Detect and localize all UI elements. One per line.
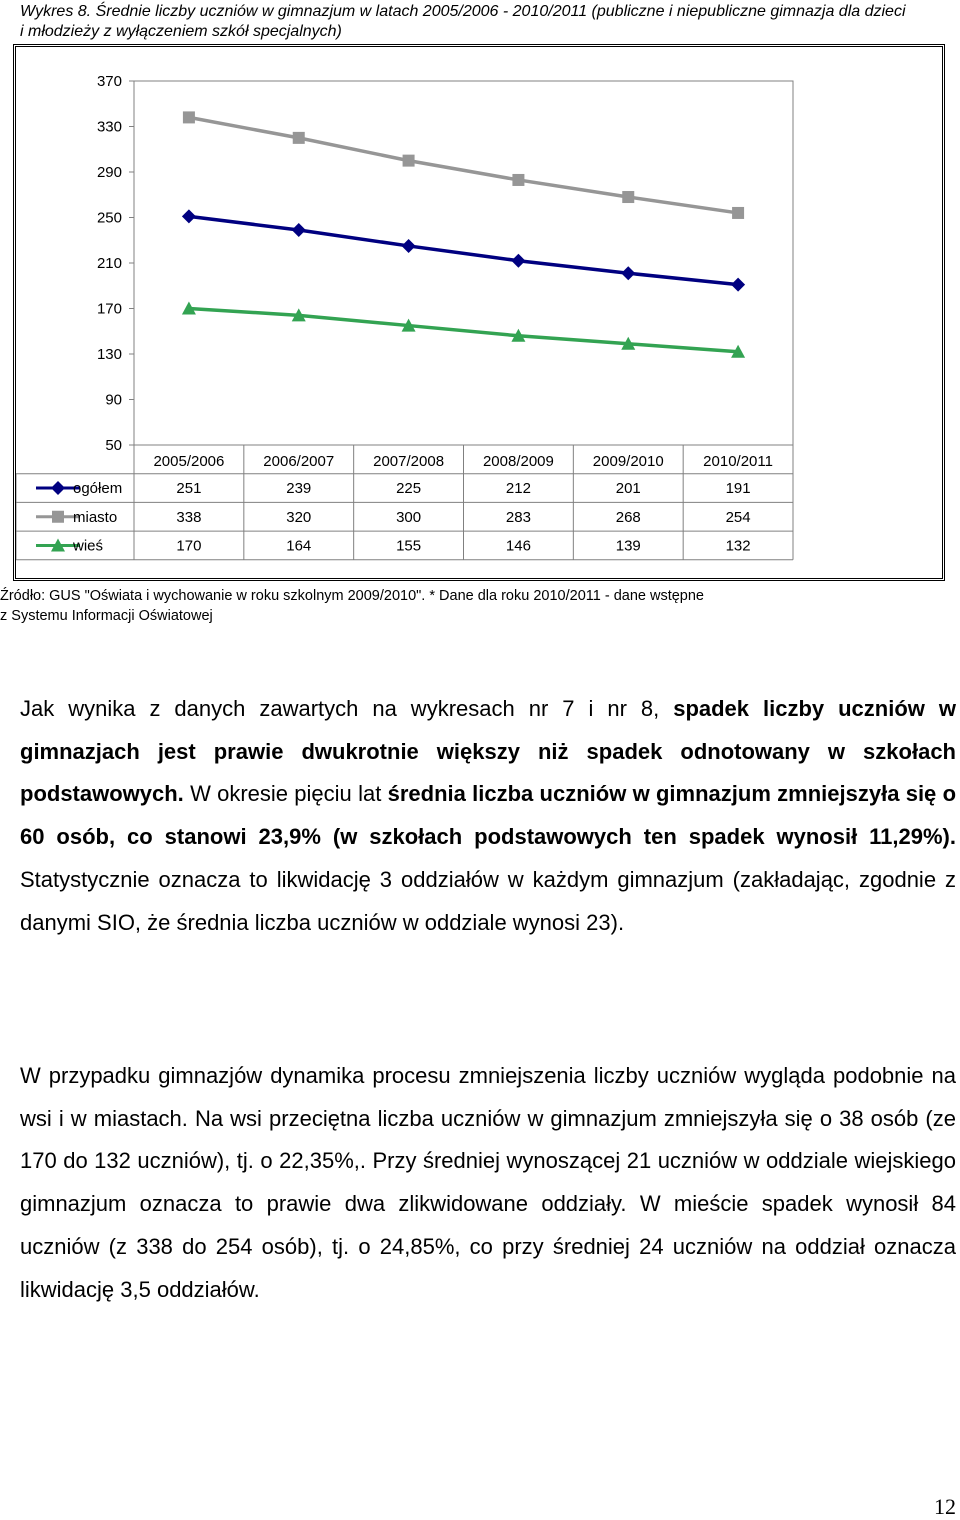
data-point <box>512 174 524 186</box>
paragraph-1-text-3: Statystycznie oznacza to likwidację 3 oddziałów w każdym gimnazjum (zakładając, zgodnie z danymi SIO, że średnia liczba uczniów w oddziale wynosi 23). <box>20 866 956 935</box>
data-table-value: 146 <box>505 537 531 555</box>
y-tick-label: 370 <box>96 73 122 90</box>
x-category-label: 2006/2007 <box>263 453 335 470</box>
y-tick-label: 50 <box>105 437 122 454</box>
source-note <box>0 586 860 626</box>
paragraph-1 <box>20 688 956 944</box>
source-line-2: z Systemu Informacji Oświatowej <box>0 608 213 624</box>
y-tick-label: 130 <box>96 346 122 363</box>
data-point <box>731 278 745 292</box>
data-point <box>511 254 525 268</box>
data-table-value: 155 <box>396 537 422 555</box>
paragraph-1-text-1: Jak wynika z danych zawartych na wykresach nr 7 i nr 8, <box>20 696 674 721</box>
data-point <box>622 191 634 203</box>
source-line-1: Źródło: GUS "Oświata i wychowanie w roku szkolnym 2009/2010". * Dane dla roku 2010/2011 - dane wstępne <box>0 588 704 604</box>
data-table-value: 170 <box>176 537 202 555</box>
x-category-label: 2009/2010 <box>592 453 664 470</box>
data-point <box>293 132 305 144</box>
data-table-value: 254 <box>725 508 751 526</box>
series-line <box>189 309 738 352</box>
caption-line-2: i młodzieży z wyłączeniem szkół specjalnych) <box>20 23 342 40</box>
legend-label: ogółem <box>73 480 123 498</box>
legend-key-marker <box>52 511 64 523</box>
data-point <box>182 209 196 223</box>
line-chart <box>16 47 942 578</box>
plot-area <box>134 81 793 445</box>
data-table-value: 139 <box>615 537 641 555</box>
paragraph-2: W przypadku gimnazjów dynamika procesu zmniejszenia liczby uczniów wygląda podobnie na wsi i w miastach. Na wsi przeciętna liczba uczniów w gimnazjum zmniejszyła się o 38 osób (ze 170 do 132 uczniów), tj. o 22,35%,. Przy średniej wynoszącej 21 uczniów w oddziale wiejskiego gimnazjum oznacza to prawie dwa zlikwidowane oddziały. W mieście spadek wynosił 84 uczniów (z 338 do 254 osób), tj. o 24,85%, co przy średniej 24 uczniów na oddział oznacza likwidację 3,5 oddziałów. <box>20 1063 956 1302</box>
caption-line-1: Wykres 8. Średnie liczby uczniów w gimnazjum w latach 2005/2006 - 2010/2011 (publiczne i niepubliczne gimnazja dla dzieci <box>20 3 906 20</box>
y-tick-label: 170 <box>96 300 122 318</box>
x-category-label: 2008/2009 <box>482 453 554 470</box>
data-point <box>732 207 744 219</box>
series-line <box>189 216 738 284</box>
data-point <box>183 111 195 123</box>
chart-caption <box>20 2 960 42</box>
series-line <box>189 117 738 213</box>
data-point <box>292 223 306 237</box>
paragraph-1-text-2: W okresie pięciu lat <box>183 781 388 807</box>
data-table-value: 201 <box>615 480 641 498</box>
y-tick-label: 210 <box>96 255 122 272</box>
y-tick-label: 250 <box>96 209 122 227</box>
legend-key-marker <box>51 481 65 495</box>
x-category-label: 2010/2011 <box>703 453 773 470</box>
x-category-label: 2005/2006 <box>153 453 225 470</box>
paragraph-1-bold-2: średnia liczba uczniów w gimnazjum zmniejszyła się o 60 osób, co stanowi 23,9% (w szkołach podstawowych ten spadek wynosił 11,29%). <box>20 781 957 850</box>
data-table-value: 300 <box>396 508 422 526</box>
y-tick-label: 290 <box>96 164 122 181</box>
y-tick-label: 330 <box>96 118 122 136</box>
data-point <box>402 239 416 253</box>
data-point <box>403 155 415 167</box>
data-table-value: 191 <box>725 480 751 498</box>
data-table-value: 283 <box>505 508 531 526</box>
data-table-value: 225 <box>396 480 422 498</box>
chart-frame <box>13 44 945 581</box>
page-number: 12 <box>934 1494 956 1519</box>
x-category-label: 2007/2008 <box>373 453 445 470</box>
data-table-value: 251 <box>176 480 202 498</box>
data-table-value: 212 <box>505 480 531 498</box>
paragraph-1-bold-1: spadek liczby uczniów w gimnazjach jest prawie dwukrotnie większy niż spadek odnotowany w szkołach podstawowych. <box>20 696 956 807</box>
data-point <box>621 266 635 280</box>
data-table-value: 268 <box>615 508 641 526</box>
data-table-value: 338 <box>176 508 202 526</box>
legend-label: wieś <box>73 537 104 555</box>
data-table-value: 320 <box>286 508 312 526</box>
data-table-value: 132 <box>725 537 751 555</box>
y-tick-label: 90 <box>105 391 122 409</box>
data-table-value: 164 <box>286 537 312 555</box>
data-table-value: 239 <box>286 480 312 498</box>
legend-label: miasto <box>73 508 118 526</box>
